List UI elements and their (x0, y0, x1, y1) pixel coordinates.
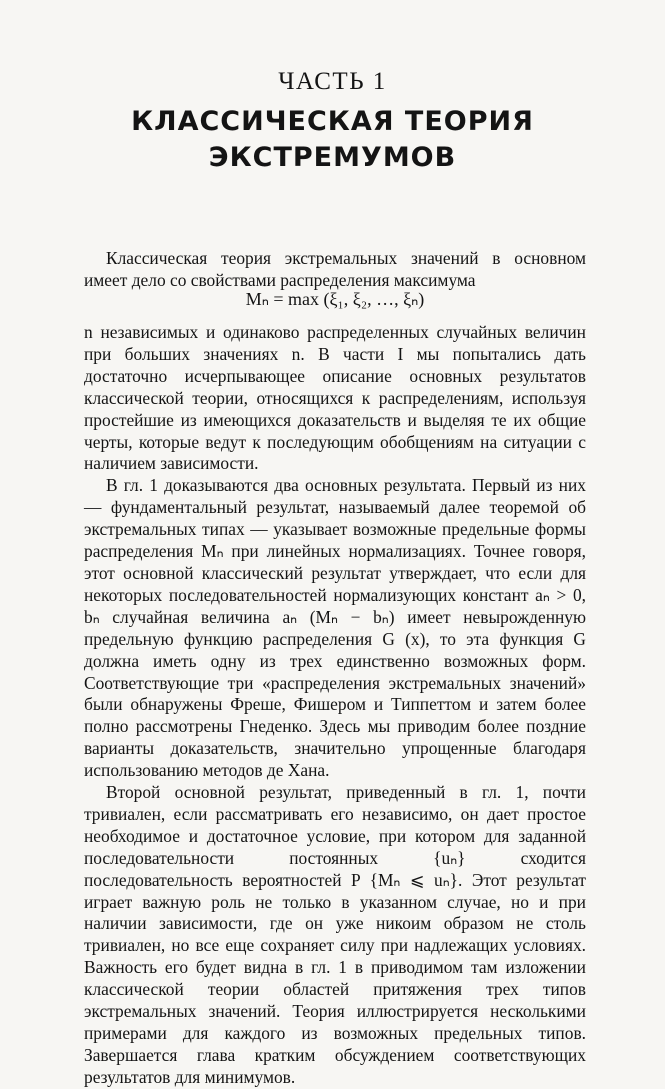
part-title-line-1: КЛАССИЧЕСКАЯ ТЕОРИЯ (131, 106, 534, 137)
body-text (84, 322, 586, 1089)
paragraph-3: Второй основной результат, приведенный в гл. 1, почти тривиален, если рассматривать его независимо, он дает простое необходимое и достаточное условие, при котором для заданной последовательности постоянных {uₙ} сходится последовательность вероятностей P {Mₙ ⩽ uₙ}. Этот результат играет важную роль не только в указанном случае, но и при наличии зависимости, где он уже никоим образом не столь тривиален, но все еще сохраняет силу при надлежащих условиях. Важность его будет видна в гл. 1 в приводимом там изложении классической теории областей притяжения трех типов экстремальных значений. Теория иллюстрируется несколькими примерами для каждого из возможных предельных типов. Завершается глава кратким обсуждением соответствующих результатов для минимумов. (84, 782, 586, 1087)
paragraph-1: n независимых и одинаково распределенных случайных величин при больших значениях n. В части I мы попытались дать достаточно исчерпывающее описание основных результатов классической теории, относящихся к распределениям, используя простейшие из имеющихся доказательств и выделяя те их общие черты, которые ведут к последующим обобщениям на ситуации с наличием зависимости. (84, 322, 586, 474)
intro-paragraph (84, 248, 586, 292)
intro-text: Классическая теория экстремальных значений в основном имеет дело со свойствами распределения максимума (84, 248, 586, 290)
part-title (0, 104, 665, 176)
paragraph-2: В гл. 1 доказываются два основных результата. Первый из них — фундаментальный результат, называемый далее теоремой об экстремальных типах — указывает возможные предельные формы распределения Mₙ при линейных нормализациях. Точнее говоря, этот основной классический результат утверждает, что если для некоторых последовательностей нормализующих констант aₙ > 0, bₙ случайная величина aₙ (Mₙ − bₙ) имеет невырожденную предельную функцию распределения G (x), то эта функция G должна иметь одну из трех единственно возможных форм. Соответствующие три «распределения экстремальных значений» были обнаружены Фреше, Фишером и Типпеттом и затем более полно рассмотрены Гнеденко. Здесь мы приводим более поздние варианты доказательств, значительно упрощенные благодаря использованию методов де Хана. (84, 475, 586, 781)
formula-max: Mₙ = max (ξ₁, ξ₂, …, ξₙ) (245, 289, 425, 309)
part-label: ЧАСТЬ 1 (278, 68, 387, 95)
part-title-line-2: ЭКСТРЕМУМОВ (208, 142, 457, 173)
